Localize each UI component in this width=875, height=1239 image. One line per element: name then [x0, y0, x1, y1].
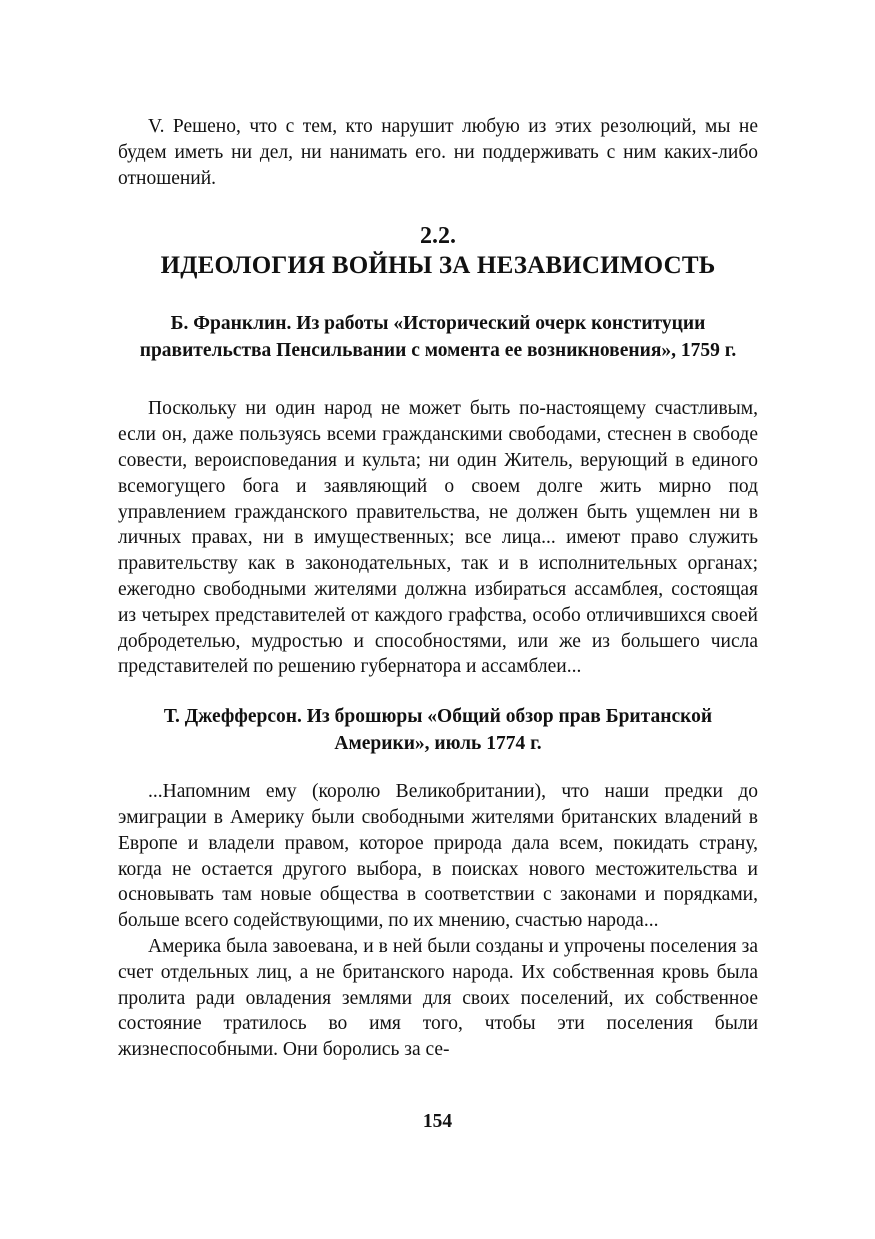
- jefferson-paragraph-2: Америка была завоевана, и в ней были созданы и упрочены поселения за счет отдельных лиц, а не британского народа. Их собственная кровь была пролита ради овладения землями для своих поселений, их собственное состояние тратилось во имя того, чтобы эти поселения были жизнеспособными. Они боролись за се-: [118, 935, 758, 1061]
- page-body: [118, 114, 758, 1063]
- franklin-paragraph: Поскольку ни один народ не может быть по-настоящему счастливым, если он, даже пользуясь всеми гражданскими свободами, стеснен в свободе совести, вероисповедания и культа; ни один Житель, верующий в единого всемогущего бога и заявляющий о своем долге жить мирно под управлением гражданского правительства, не должен быть ущемлен ни в личных правах, ни в имущественных; все лица... имеют право служить правительству как в законодательных, так и в исполнительных органах; ежегодно свободными жителями должна избираться ассамблея, состоящая из четырех представителей от каждого графства, особо отличившихся своей добродетелью, мудростью и способностями, или же из большего числа представителей по решению губернатора и ассамблеи...: [118, 398, 758, 678]
- jefferson-paragraph-1: ...Напомним ему (королю Великобритании), что наши предки до эмиграции в Америку были свободными жителями британских владений в Европе и владели правом, которое природа дала всем, покидать страну, когда не остается другого выбора, в поисках нового местожительства и основывать там новые общества в соответствии с законами и порядками, больше всего содействующими, по их мнению, счастью народа...: [118, 781, 758, 932]
- page-number: 154: [422, 1111, 453, 1132]
- section-number: 2.2.: [420, 223, 456, 250]
- intro-paragraph: V. Решено, что с тем, кто нарушит любую из этих резолюций, мы не будем иметь ни дел, ни нанимать его. ни поддерживать с ним каких-либо отношений.: [118, 116, 758, 189]
- section-title: ИДЕОЛОГИЯ ВОЙНЫ ЗА НЕЗАВИСИМОСТЬ: [160, 252, 716, 280]
- source-heading-jefferson: Т. Джефферсон. Из брошюры «Общий обзор прав Британской Америки», июль 1774 г.: [163, 706, 713, 754]
- source-heading-franklin: Б. Франклин. Из работы «Исторический очерк конституции правительства Пенсильвании с момента ее возникновения», 1759 г.: [139, 313, 737, 361]
